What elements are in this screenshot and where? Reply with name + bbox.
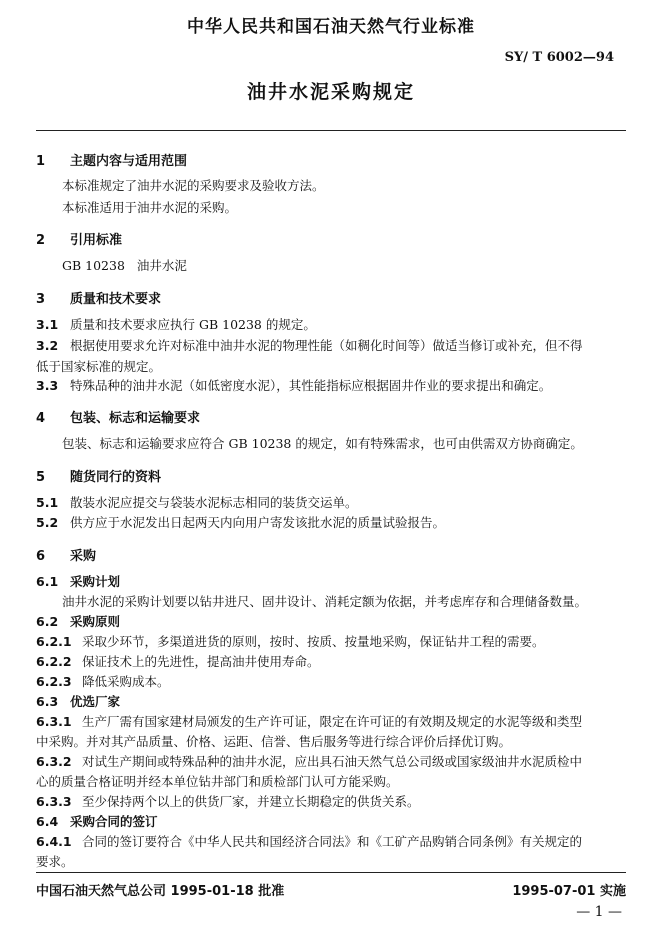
section-title: 随货同行的资料 — [70, 470, 162, 485]
document-title: 油井水泥采购规定 — [246, 81, 415, 103]
section-number: 2 — [36, 233, 46, 248]
subsection-title: 采购合同的签订 — [70, 814, 158, 829]
paragraph: 本标准适用于油井水泥的采购。 — [62, 200, 238, 215]
section-number: 4 — [36, 411, 46, 426]
clause-text: 特殊品种的油井水泥（如低密度水泥），其性能指标应根据固井作业的要求提出和确定。 — [70, 378, 552, 393]
clause-6-3-2 — [36, 752, 582, 770]
paragraph: 本标准规定了油井水泥的采购要求及验收方法。 — [62, 178, 325, 193]
clause-text: 降低采购成本。 — [82, 674, 170, 689]
clause-text-continued: 中采购。并对其产品质量、价格、运距、信誉、售后服务等进行综合评价后择优订购。 — [36, 734, 512, 749]
clause-number: 6.2.2 — [36, 654, 72, 669]
reference-standard: GB 10238 油井水泥 — [62, 258, 187, 273]
paragraph: 包装、标志和运输要求应符合 GB 10238 的规定，如有特殊需求，也可由供需双方协商确定。 — [62, 436, 583, 451]
clause-5-2 — [36, 513, 445, 531]
section-title: 主题内容与适用范围 — [70, 154, 188, 169]
clause-text-continued: 心的质量合格证明并经本单位钻井部门和质检部门认可方能采购。 — [36, 774, 399, 789]
subsection-title: 优选厂家 — [70, 694, 121, 709]
clause-number: 6.3.3 — [36, 794, 72, 809]
clause-text-continued: 低于国家标准的规定。 — [36, 359, 162, 374]
clause-text: 散装水泥应提交与袋装水泥标志相同的装货交运单。 — [70, 495, 358, 510]
clause-6-2-3 — [36, 672, 170, 690]
clause-6-3-1 — [36, 712, 582, 730]
subsection-6-1-heading — [36, 572, 120, 590]
clause-text: 至少保持两个以上的供货厂家，并建立长期稳定的供货关系。 — [82, 794, 420, 809]
standard-code: SY/ T 6002—94 — [504, 50, 614, 65]
section-3-heading — [36, 288, 161, 307]
clause-3-3 — [36, 376, 551, 394]
top-rule — [36, 130, 626, 131]
section-number: 1 — [36, 154, 46, 169]
clause-number: 6.4.1 — [36, 834, 72, 849]
subsection-title: 采购计划 — [70, 574, 121, 589]
clause-text: 采取少环节，多渠道进货的原则，按时、按质、按量地采购，保证钻井工程的需要。 — [82, 634, 545, 649]
section-5-heading — [36, 466, 161, 485]
clause-3-1 — [36, 315, 316, 333]
clause-text: 质量和技术要求应执行 GB 10238 的规定。 — [70, 317, 316, 332]
section-title: 包装、标志和运输要求 — [70, 411, 201, 426]
clause-text: 合同的签订要符合《中华人民共和国经济合同法》和《工矿产品购销合同条例》有关规定的 — [82, 834, 583, 849]
clause-number: 3.3 — [36, 378, 59, 393]
section-title: 质量和技术要求 — [70, 292, 162, 307]
clause-number: 3.2 — [36, 338, 59, 353]
approval-line: 中国石油天然气总公司 1995-01-18 批准 — [36, 884, 285, 899]
section-6-heading — [36, 545, 96, 564]
section-title: 采购 — [70, 549, 97, 564]
subsection-number: 6.1 — [36, 574, 59, 589]
page-number: — 1 — — [576, 904, 622, 920]
clause-number: 6.2.1 — [36, 634, 72, 649]
clause-text: 根据使用要求允许对标准中油井水泥的物理性能（如稠化时间等）做适当修订或补充，但不得 — [70, 338, 583, 353]
effective-date: 1995-07-01 实施 — [512, 884, 626, 899]
paragraph: 油井水泥的采购计划要以钻井进尺、固井设计、消耗定额为依据，并考虑库存和合理储备数量。 — [62, 594, 588, 609]
subsection-6-4-heading — [36, 812, 158, 830]
section-2-heading — [36, 229, 122, 248]
clause-6-2-1 — [36, 632, 545, 650]
section-title: 引用标准 — [70, 233, 123, 248]
clause-text: 生产厂需有国家建材局颁发的生产许可证，限定在许可证的有效期及规定的水泥等级和类型 — [82, 714, 583, 729]
clause-text: 保证技术上的先进性，提高油井使用寿命。 — [82, 654, 320, 669]
section-number: 6 — [36, 549, 46, 564]
section-number: 3 — [36, 292, 46, 307]
clause-3-2 — [36, 336, 583, 354]
subsection-number: 6.2 — [36, 614, 59, 629]
clause-6-3-3 — [36, 792, 420, 810]
section-4-heading — [36, 407, 200, 426]
section-number: 5 — [36, 470, 46, 485]
clause-text-continued: 要求。 — [36, 854, 74, 869]
clause-5-1 — [36, 493, 358, 511]
clause-number: 3.1 — [36, 317, 59, 332]
clause-text: 对试生产期间或特殊品种的油井水泥，应出具石油天然气总公司级或国家级油井水泥质检中 — [82, 754, 583, 769]
subsection-title: 采购原则 — [70, 614, 121, 629]
bottom-rule — [36, 872, 626, 873]
clause-6-4-1 — [36, 832, 582, 850]
clause-number: 6.3.1 — [36, 714, 72, 729]
clause-number: 5.1 — [36, 495, 59, 510]
standard-org-header: 中华人民共和国石油天然气行业标准 — [187, 17, 475, 37]
subsection-number: 6.3 — [36, 694, 59, 709]
clause-number: 6.2.3 — [36, 674, 72, 689]
section-1-heading — [36, 150, 187, 169]
subsection-6-3-heading — [36, 692, 120, 710]
clause-number: 5.2 — [36, 515, 59, 530]
subsection-6-2-heading — [36, 612, 120, 630]
subsection-number: 6.4 — [36, 814, 59, 829]
clause-number: 6.3.2 — [36, 754, 72, 769]
clause-text: 供方应于水泥发出日起两天内向用户寄发该批水泥的质量试验报告。 — [70, 515, 446, 530]
clause-6-2-2 — [36, 652, 320, 670]
